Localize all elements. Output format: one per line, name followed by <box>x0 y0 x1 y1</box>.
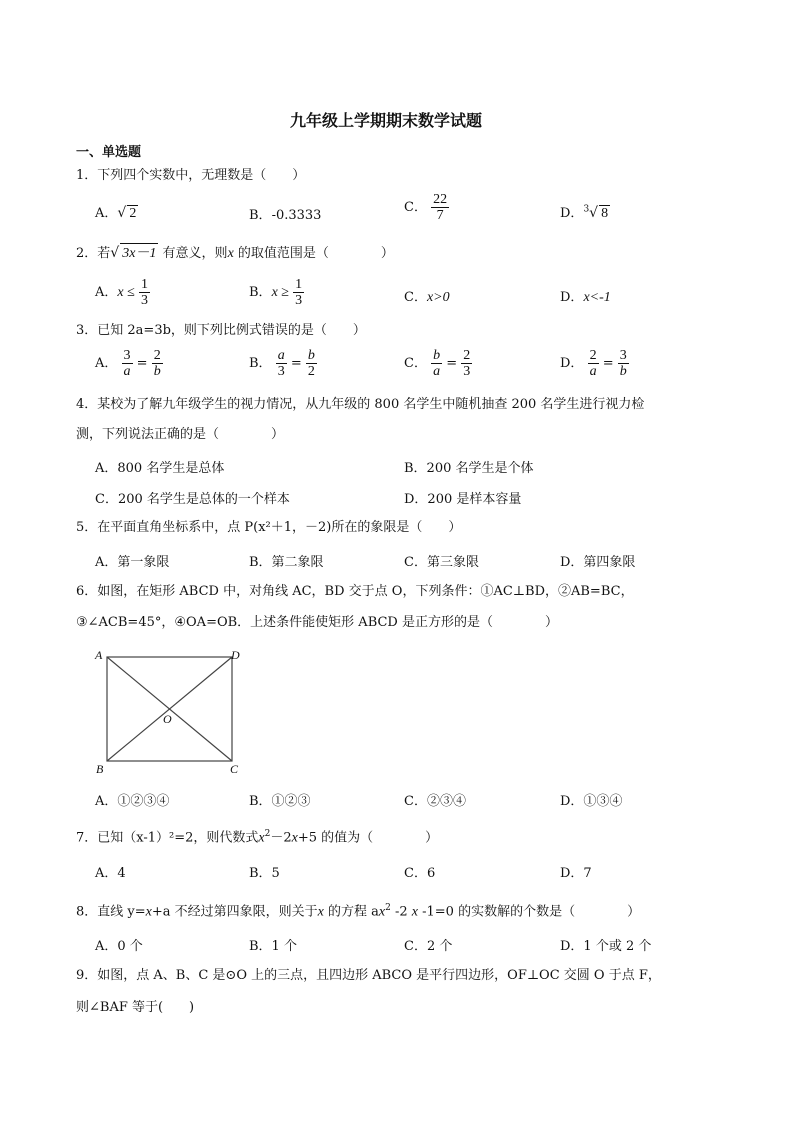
q8-stem-mid3: -2 <box>390 904 412 920</box>
q2-option-d <box>560 286 611 306</box>
q2-option-b <box>249 277 304 308</box>
q3-b-left-fraction <box>276 348 287 379</box>
q3-c-right-fraction <box>461 348 472 379</box>
q8-var-4: x <box>411 904 418 920</box>
q2-option-a <box>95 277 150 308</box>
q6-option-c: C．②③④ <box>404 794 466 809</box>
q1-c-numerator: 22 <box>433 192 448 207</box>
numerator: 3 <box>619 348 627 363</box>
question-4-line-1: 4．某校为了解九年级学生的视力情况，从九年级的 800 名学生中随机抽查 200 名学生进行视力检 <box>76 397 645 412</box>
q3-option-c <box>404 348 472 379</box>
q3-d-label: D． <box>560 356 584 371</box>
q1-option-c <box>404 192 449 223</box>
q1-d-radicand: 8 <box>601 206 609 221</box>
q1-option-d <box>560 202 610 222</box>
q1-b-label: B． <box>249 208 272 223</box>
q2-d-label: D． <box>560 290 584 305</box>
q8-exponent: 2 <box>385 903 391 913</box>
q7-option-d: D．7 <box>560 866 592 881</box>
numerator: b <box>307 348 315 363</box>
q2-a-label: A． <box>95 285 118 300</box>
question-4-line-2: 测，下列说法正确的是（ ） <box>76 427 285 442</box>
q3-option-a <box>95 348 163 379</box>
q1-c-denominator: 7 <box>436 208 444 223</box>
q3-b-label: B． <box>249 356 272 371</box>
numerator: 2 <box>153 348 161 363</box>
q3-a-left-fraction <box>122 348 133 379</box>
q1-d-index: 3 <box>583 204 590 215</box>
radical-sign: √ <box>110 245 120 261</box>
question-3-stem: 3．已知 2a=3b，则下列比例式错误的是（ ） <box>76 323 366 338</box>
q8-option-b: B．1 个 <box>249 939 297 954</box>
q7-stem-tail: +5 的值为（ ） <box>297 830 439 846</box>
q2-b-fraction <box>293 277 304 308</box>
label-o: O <box>163 712 172 726</box>
q1-option-b <box>249 204 321 223</box>
q3-b-right-fraction <box>306 348 317 379</box>
denominator: a <box>433 364 441 379</box>
q4-option-a: A．800 名学生是总体 <box>95 461 225 476</box>
q3-option-d <box>560 348 629 379</box>
q6-option-a: A．①②③④ <box>95 794 170 809</box>
q1-a-radicand: 2 <box>129 206 137 221</box>
question-8-stem <box>76 899 640 921</box>
section-heading: 一、单选题 <box>76 145 142 160</box>
question-2-stem <box>76 243 394 263</box>
q2-a-text: x ≤ <box>117 285 135 300</box>
q5-option-b: B．第二象限 <box>249 555 324 570</box>
q2-d-text: x<-1 <box>583 290 611 305</box>
q2-stem-pre: 2．若 <box>76 246 111 261</box>
question-7-stem <box>76 825 438 847</box>
q7-option-a: A．4 <box>95 866 126 881</box>
question-6-line-1: 6．如图，在矩形 ABCD 中，对角线 AC，BD 交于点 O，下列条件：①AC⊥BD，②AB=BC， <box>76 584 634 599</box>
q3-c-label: C． <box>404 356 427 371</box>
q7-option-c: C．6 <box>404 866 436 881</box>
question-9-line-2: 则∠BAF 等于( ) <box>76 1000 195 1015</box>
denominator: 2 <box>307 364 315 379</box>
q3-a-label: A． <box>95 356 118 371</box>
q3-a-right-fraction <box>152 348 163 379</box>
q8-stem-tail: -1=0 的实数解的个数是（ ） <box>417 904 641 920</box>
q2-b-label: B． <box>249 285 272 300</box>
q2-a-denominator: 3 <box>140 293 148 308</box>
q7-var-2: x <box>291 830 298 846</box>
denominator: 3 <box>277 364 285 379</box>
q2-stem-mid: 有意义，则 <box>158 246 228 261</box>
equals-sign: = <box>290 356 302 371</box>
q8-option-d: D．1 个或 2 个 <box>560 939 652 954</box>
q1-c-label: C． <box>404 200 427 215</box>
q1-b-text: -0.3333 <box>271 208 322 223</box>
question-9-line-1: 9．如图，点 A、B、C 是⊙O 上的三点，且四边形 ABCO 是平行四边形，OF⊥OC 交圆 O 于点 F， <box>76 968 661 983</box>
numerator: b <box>433 348 441 363</box>
q2-radicand: 3x－1 <box>120 243 158 263</box>
numerator: 3 <box>123 348 131 363</box>
q2-stem-var: x <box>227 246 234 261</box>
q7-stem-mid: －2 <box>270 830 292 846</box>
label-a: A <box>95 648 103 662</box>
q3-d-left-fraction <box>588 348 599 379</box>
q6-option-d: D．①③④ <box>560 794 623 809</box>
label-d: D <box>231 648 240 662</box>
q5-option-c: C．第三象限 <box>404 555 479 570</box>
denominator: a <box>589 364 597 379</box>
q5-option-a: A．第一象限 <box>95 555 170 570</box>
radical-sign: √ <box>589 205 599 221</box>
q1-d-label: D． <box>560 206 584 221</box>
rectangle-figure <box>90 645 250 780</box>
radical-sign: √ <box>117 205 127 221</box>
q2-a-fraction <box>139 277 150 308</box>
q2-stem-post: 的取值范围是（ ） <box>233 246 394 261</box>
q8-var-1: x <box>145 904 152 920</box>
equals-sign: = <box>602 356 614 371</box>
q7-option-b: B．5 <box>249 866 280 881</box>
q8-option-c: C．2 个 <box>404 939 453 954</box>
denominator: 3 <box>463 364 471 379</box>
numerator: a <box>277 348 285 363</box>
question-6-line-2: ③∠ACB=45°，④OA=OB．上述条件能使矩形 ABCD 是正方形的是（ ） <box>76 615 558 630</box>
q7-stem-pre: 7．已知（x-1）²=2，则代数式 <box>76 830 259 846</box>
q3-option-b <box>249 348 317 379</box>
question-1-stem: 1．下列四个实数中，无理数是（ ） <box>76 168 306 183</box>
q4-option-b: B．200 名学生是个体 <box>404 461 534 476</box>
q4-option-d: D．200 是样本容量 <box>404 492 522 507</box>
q2-a-numerator: 1 <box>140 277 148 292</box>
q5-option-d: D．第四象限 <box>560 555 636 570</box>
q2-b-text: x ≥ <box>271 285 289 300</box>
q8-option-a: A．0 个 <box>95 939 143 954</box>
equals-sign: = <box>136 356 148 371</box>
question-5-stem: 5．在平面直角坐标系中，点 P(x²＋1，－2)所在的象限是（ ） <box>76 520 462 535</box>
q4-option-c: C．200 名学生是总体的一个样本 <box>95 492 290 507</box>
q1-a-label: A． <box>95 206 118 221</box>
q8-var-2: x <box>317 904 324 920</box>
q2-b-numerator: 1 <box>295 277 303 292</box>
q2-c-text: x>0 <box>426 290 450 305</box>
q6-option-b: B．①②③ <box>249 794 311 809</box>
denominator: a <box>123 364 131 379</box>
q8-stem-mid: +a 不经过第四象限，则关于 <box>151 904 318 920</box>
denominator: b <box>619 364 627 379</box>
q3-d-right-fraction <box>618 348 629 379</box>
label-c: C <box>230 762 239 776</box>
numerator: 2 <box>589 348 597 363</box>
q8-stem-mid2: 的方程 a <box>323 904 379 920</box>
q7-var: x <box>258 830 265 846</box>
q3-c-left-fraction <box>431 348 442 379</box>
q8-stem-pre: 8．直线 y= <box>76 904 146 920</box>
label-b: B <box>96 762 104 776</box>
numerator: 2 <box>463 348 471 363</box>
q7-exponent: 2 <box>264 829 271 839</box>
q1-c-fraction <box>431 192 449 223</box>
q2-b-denominator: 3 <box>295 293 303 308</box>
q2-c-label: C． <box>404 290 427 305</box>
q1-option-a <box>95 202 138 222</box>
page-title: 九年级上学期期末数学试题 <box>290 111 483 130</box>
equals-sign: = <box>446 356 458 371</box>
denominator: b <box>153 364 161 379</box>
q2-option-c <box>404 286 450 306</box>
q8-var-3: x <box>378 904 386 920</box>
